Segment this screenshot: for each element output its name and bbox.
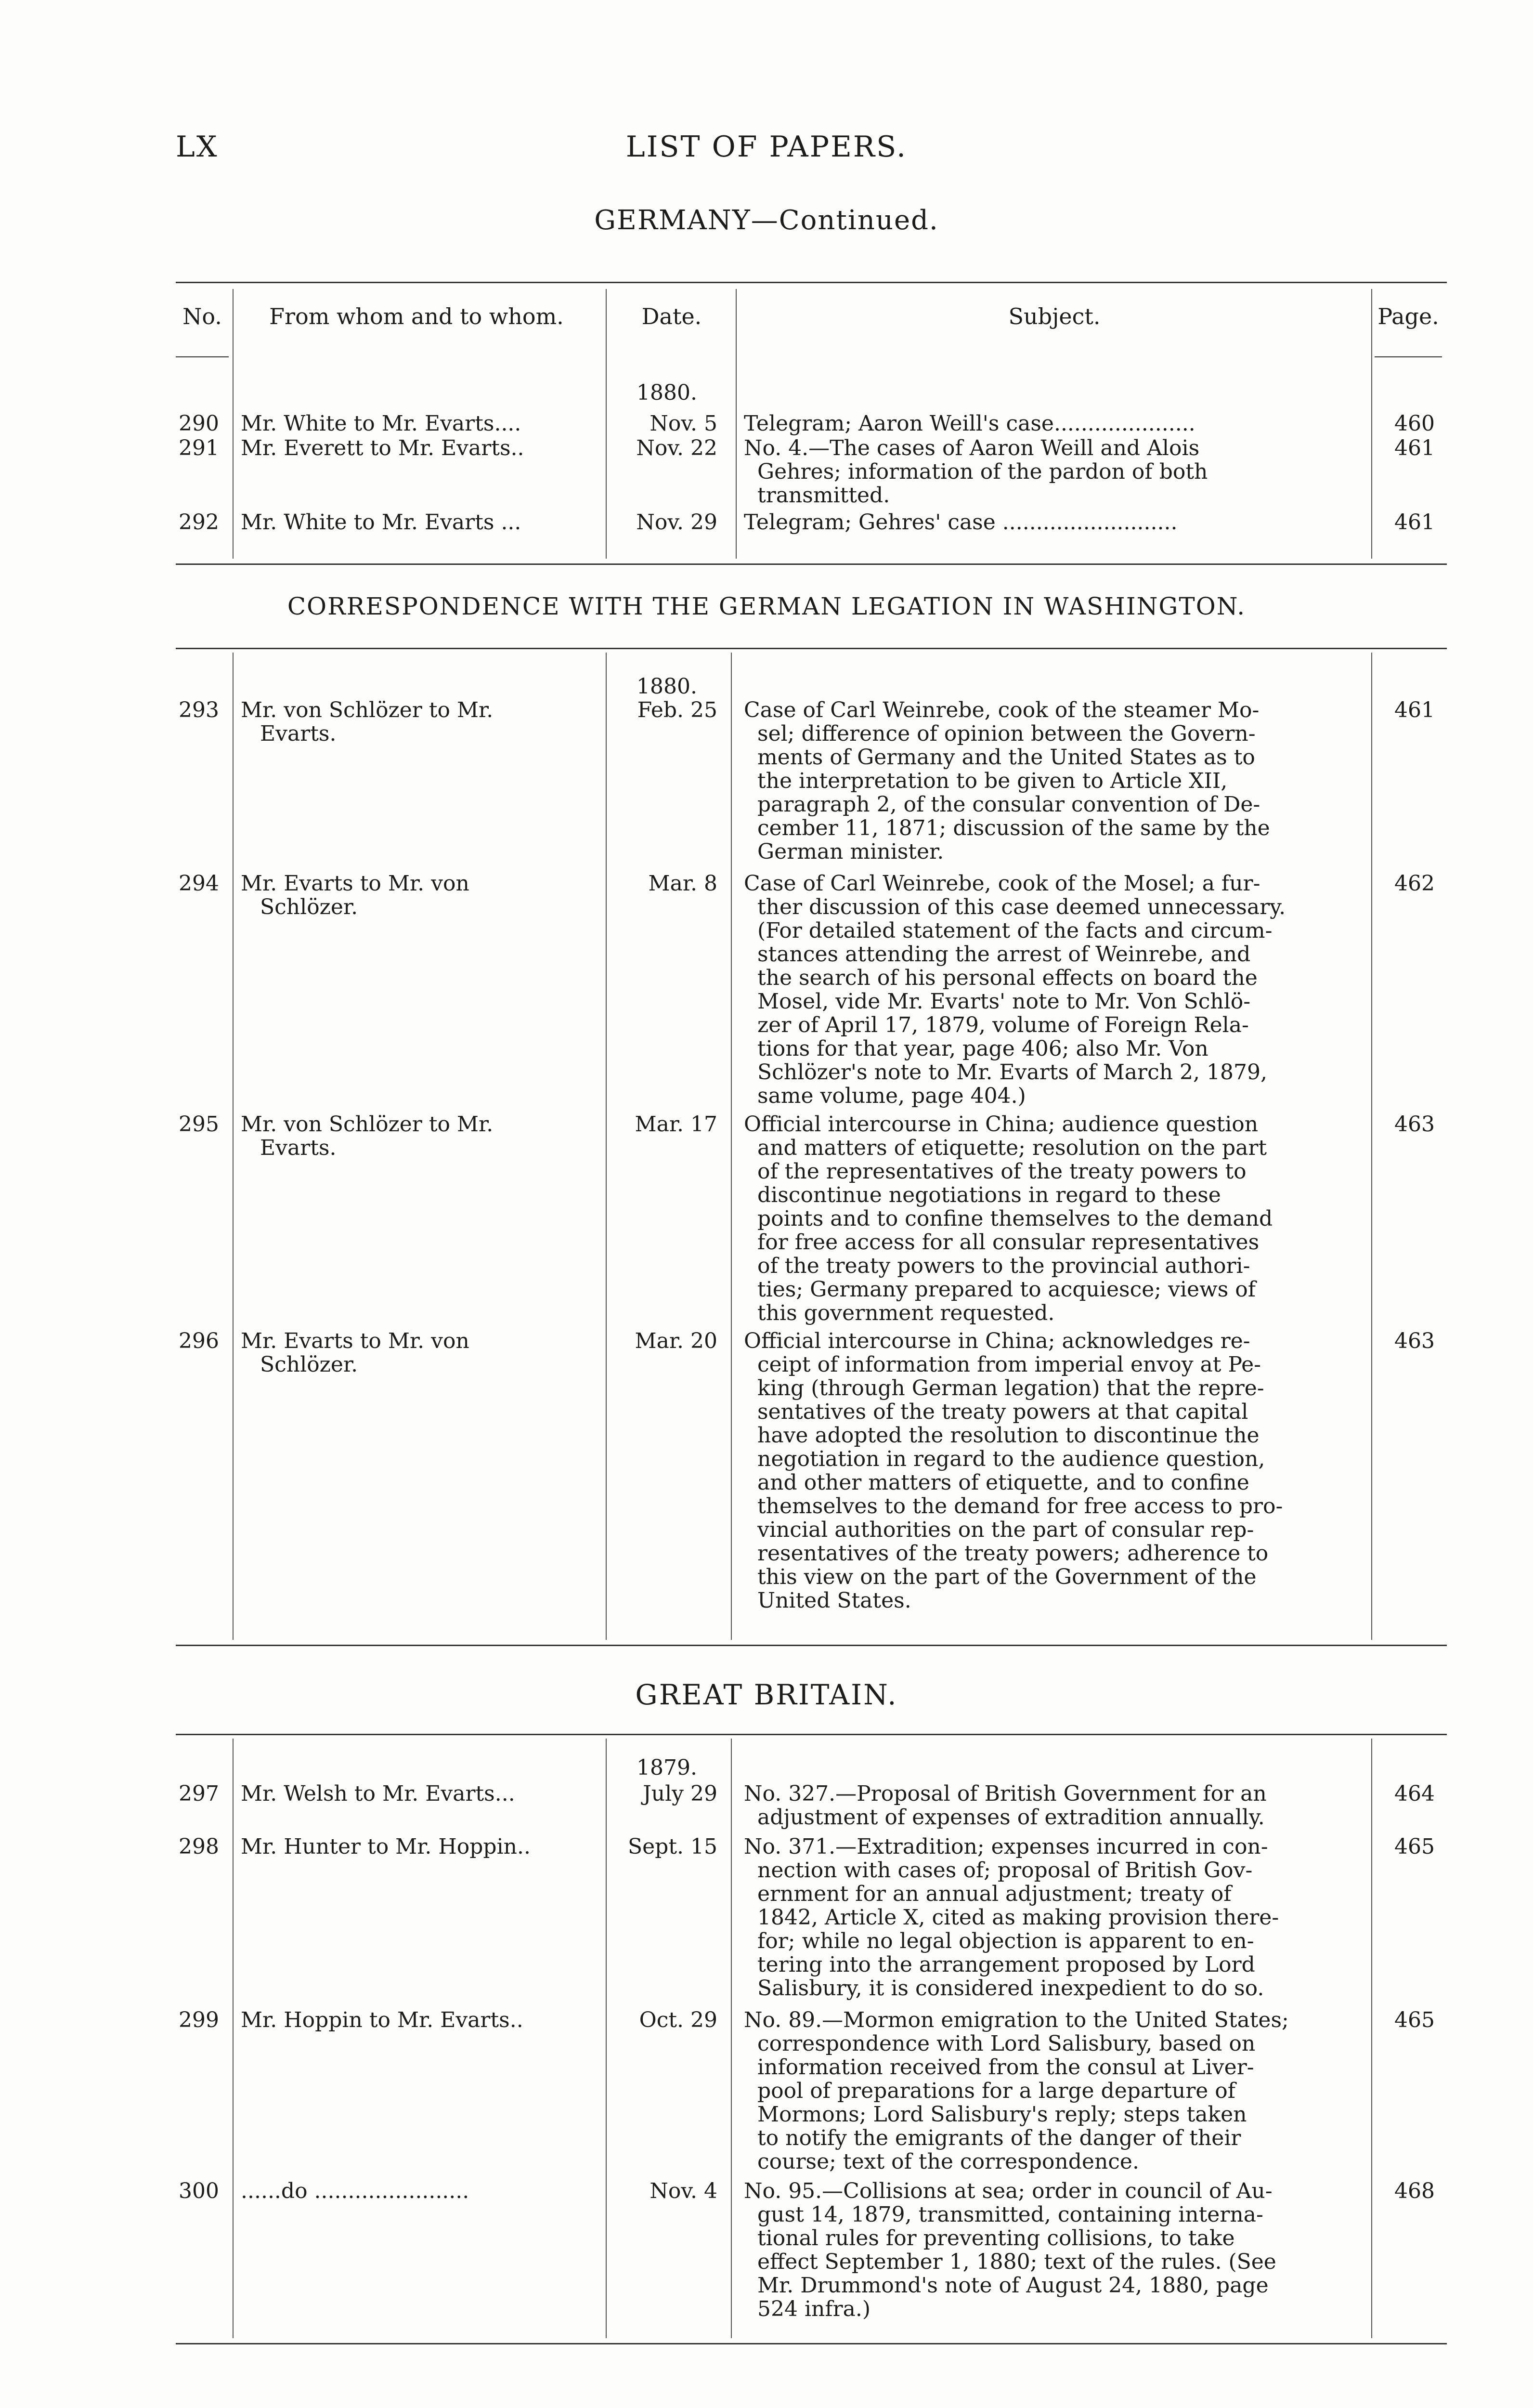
row-page: 463 [1394,1329,1435,1353]
row-page: 465 [1394,1834,1435,1859]
column-divider [1371,289,1372,559]
row-date: Nov. 22 [636,436,717,460]
row-subject: Telegram; Gehres' case .......................... [744,510,1178,535]
row-number: 290 [179,411,219,436]
row-correspondents: Mr. Hunter to Mr. Hoppin.. [241,1834,531,1859]
row-date: July 29 [643,1781,717,1806]
row-subject: No. 89.—Mormon emigration to the United States; correspondence with Lord Salisbury, based on information received from the consul at Liver- pool of preparations for a large departure of Mormons; Lord Salisbury's reply; steps taken to notify the emigrants of the danger of their course; text of the correspondence. [744,2008,1289,2174]
row-correspondents: Mr. Evarts to Mr. von [241,871,469,896]
column-divider [731,1739,732,2338]
column-header-no: No. [182,303,222,329]
row-subject: No. 371.—Extradition; expenses incurred in con- nection with cases of; proposal of British Gov- ernment for an annual adjustment; treaty of 1842, Article X, cited as making provision there- for; while no legal objection is apparent to en- tering into the arrangement proposed by Lord Salisbury, it is considered inexpedient to do so. [744,1834,1279,2001]
row-page: 464 [1394,1781,1435,1806]
table-rule [176,563,1447,565]
row-correspondents-cont: Schlözer. [260,895,358,919]
row-correspondents-cont: Evarts. [260,721,337,746]
row-correspondents: Mr. Everett to Mr. Evarts.. [241,436,524,460]
row-correspondents: Mr. Evarts to Mr. von [241,1329,469,1353]
row-correspondents: Mr. Hoppin to Mr. Evarts.. [241,2008,523,2032]
row-number: 291 [179,436,219,460]
column-divider [606,1739,607,2338]
row-subject: Case of Carl Weinrebe, cook of the steamer Mo- sel; difference of opinion between the Govern- ments of Germany and the United States as to the interpretation to be given to Article XII, paragraph 2, of the consular convention of De- cember 11, 1871; discussion of the same by the German minister. [744,698,1270,864]
header-underline-no [176,356,229,357]
row-subject: No. 327.—Proposal of British Government for an adjustment of expenses of extradition annually. [744,1781,1267,1830]
row-date: Nov. 5 [650,411,717,436]
row-page: 461 [1394,510,1435,535]
row-page: 465 [1394,2008,1435,2032]
column-header-subject: Subject. [1008,303,1101,329]
table-rule [176,1734,1447,1735]
row-date: Mar. 8 [648,871,717,896]
row-number: 299 [179,2008,219,2032]
table-rule [176,282,1447,283]
row-correspondents: Mr. Welsh to Mr. Evarts... [241,1781,515,1806]
column-divider [233,1739,234,2338]
section-title-great-britain: GREAT BRITAIN. [635,1678,898,1711]
row-page: 461 [1394,698,1435,722]
row-number: 294 [179,871,219,896]
row-subject: Official intercourse in China; audience question and matters of etiquette; resolution on the part of the representatives of the treaty powers to discontinue negotiations in regard to these points and to confine themselves to the demand for free access for all consular representatives of the treaty powers to the provincial authori- ties; Germany prepared to acquiesce; views of this government requested. [744,1112,1273,1325]
row-correspondents: Mr. White to Mr. Evarts.... [241,411,521,436]
row-page: 460 [1394,411,1435,436]
row-correspondents-cont: Schlözer. [260,1352,358,1377]
table-rule [176,1645,1447,1646]
row-subject: No. 4.—The cases of Aaron Weill and Alois Gehres; information of the pardon of both transmitted. [744,436,1208,508]
row-page: 462 [1394,871,1435,896]
row-number: 292 [179,510,219,535]
column-divider [731,653,732,1640]
row-date: Nov. 4 [650,2179,717,2203]
column-header-date: Date. [641,303,702,329]
section-title-legation: CORRESPONDENCE WITH THE GERMAN LEGATION IN WASHINGTON. [287,592,1246,620]
column-divider [606,289,607,559]
row-number: 296 [179,1329,219,1353]
row-correspondents: ......do ....................... [241,2179,469,2203]
row-subject: Case of Carl Weinrebe, cook of the Mosel; a fur- ther discussion of this case deemed unnecessary. (For detailed statement of the facts and circum- stances attending the arrest of Weinrebe, and the search of his personal effects on board the Mosel, vide Mr. Evarts' note to Mr. Von Schlö- zer of April 17, 1879, volume of Foreign Rela- tions for that year, page 406; also Mr. Von Schlözer's note to Mr. Evarts of March 2, 1879, same volume, page 404.) [744,871,1286,1108]
column-divider [233,653,234,1640]
page-label: LX [176,130,219,164]
column-divider [1371,1739,1372,2338]
row-date: Sept. 15 [628,1834,717,1859]
row-correspondents: Mr. White to Mr. Evarts ... [241,510,521,535]
row-page: 468 [1394,2179,1435,2203]
header-underline-page [1375,356,1442,357]
row-number: 295 [179,1112,219,1137]
column-divider [1371,653,1372,1640]
row-number: 293 [179,698,219,722]
column-divider [736,289,737,559]
column-divider [606,653,607,1640]
column-header-page: Page. [1377,303,1439,329]
row-page: 461 [1394,436,1435,460]
row-subject: Official intercourse in China; acknowledges re- ceipt of information from imperial envoy at Pe- king (through German legation) that the repre- sentatives of the treaty powers at that capital have adopted the resolution to discontinue the negotiation in regard to the audience question, and other matters of etiquette, and to confine themselves to the demand for free access to pro- vincial authorities on the part of consular rep- resentatives of the treaty powers; adherence to this view on the part of the Government of the United States. [744,1329,1283,1613]
row-correspondents: Mr. von Schlözer to Mr. [241,698,494,722]
section-title-germany: GERMANY—Continued. [594,205,939,236]
row-number: 297 [179,1781,219,1806]
row-number: 298 [179,1834,219,1859]
column-divider [233,289,234,559]
page-title: LIST OF PAPERS. [625,130,908,164]
row-date: Mar. 20 [635,1329,717,1353]
row-correspondents: Mr. von Schlözer to Mr. [241,1112,494,1137]
row-date: Mar. 17 [635,1112,717,1137]
row-date: Feb. 25 [637,698,717,722]
row-correspondents-cont: Evarts. [260,1136,337,1160]
year-label: 1880. [637,674,697,699]
row-date: Nov. 29 [636,510,717,535]
row-number: 300 [179,2179,219,2203]
year-label: 1879. [637,1755,697,1780]
table-rule [176,2343,1447,2344]
year-label: 1880. [637,380,697,405]
column-header-from: From whom and to whom. [269,303,564,329]
table-rule [176,648,1447,649]
row-subject: Telegram; Aaron Weill's case..................... [744,411,1195,436]
row-subject: No. 95.—Collisions at sea; order in council of Au- gust 14, 1879, transmitted, containing interna- tional rules for preventing collisions, to take effect September 1, 1880; text of the rules. (See Mr. Drummond's note of August 24, 1880, page 524 infra.) [744,2179,1276,2321]
row-date: Oct. 29 [639,2008,717,2032]
row-page: 463 [1394,1112,1435,1137]
